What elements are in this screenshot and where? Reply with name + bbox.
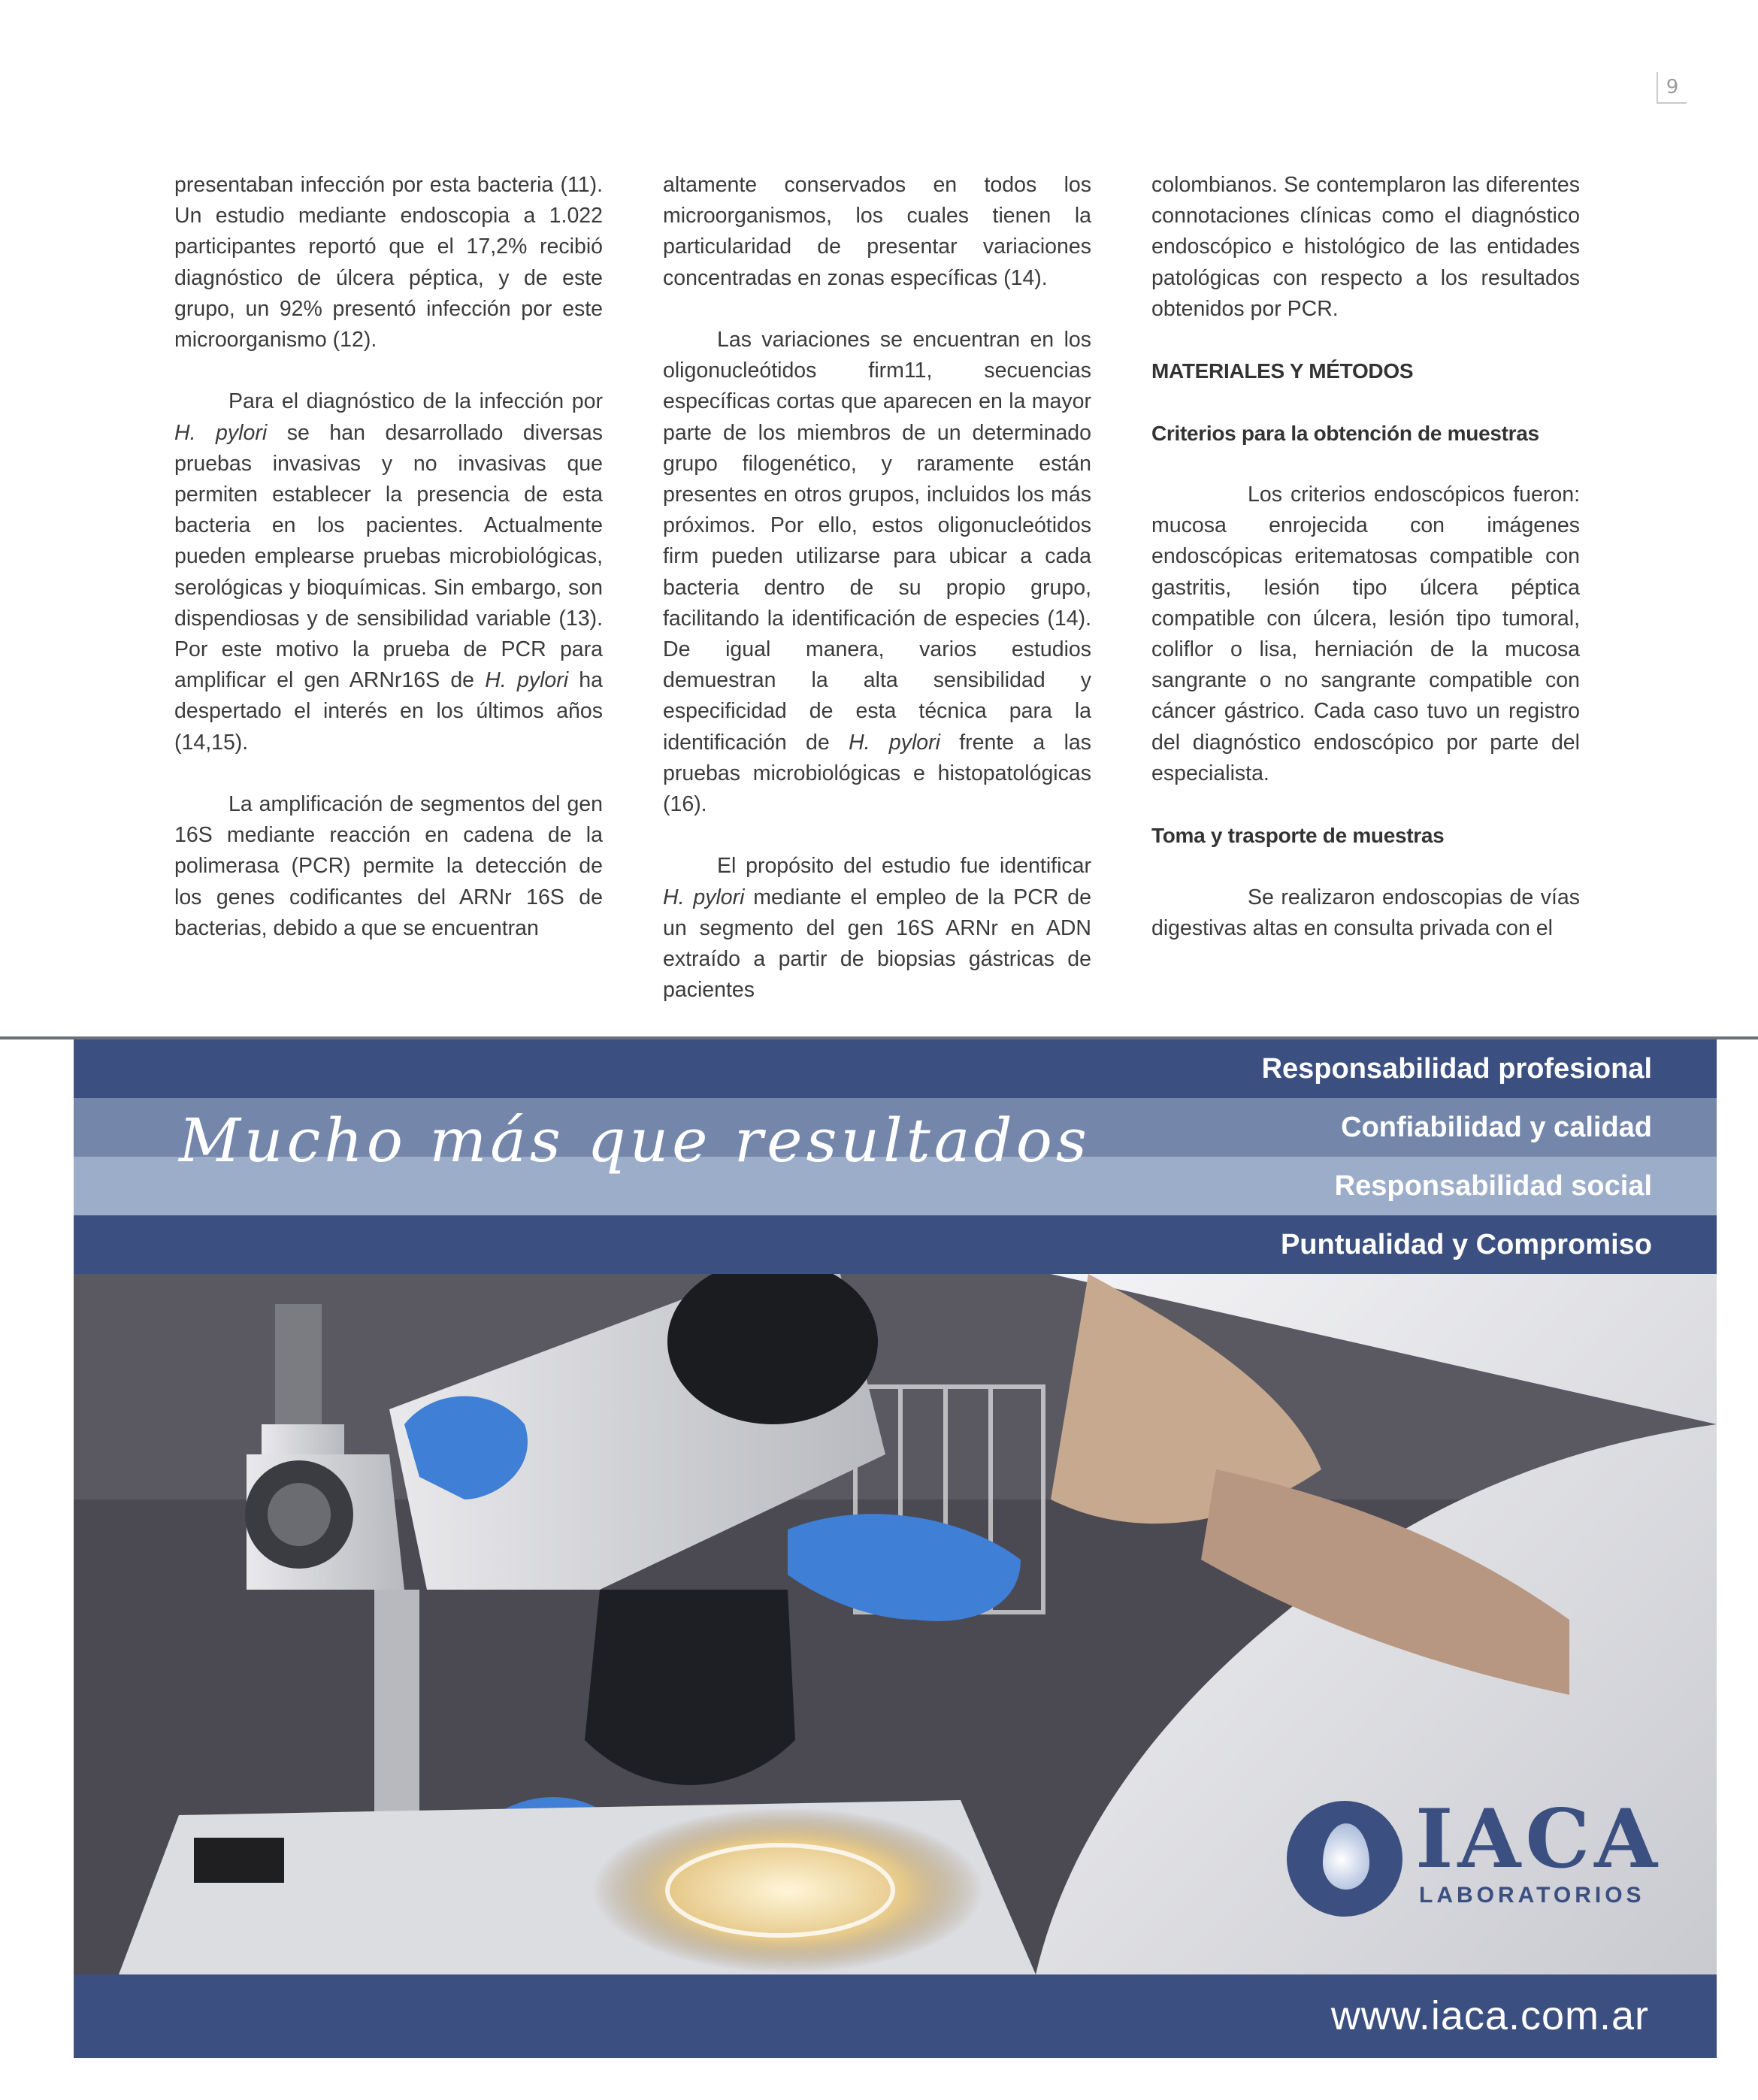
paragraph: presentaban infección por esta bacteria (11). Un estudio mediante endoscopia a 1.022 participantes reportó que el 17,2% recibió diagnóstico de úlcera péptica, y de este grupo, un 92% presentó infección por este microorganismo (12). <box>174 173 603 353</box>
url-band <box>74 1974 1717 2058</box>
ad-band: Responsabilidad social <box>74 1157 1717 1215</box>
paragraph: Para el diagnóstico de la infección por H. pylori se han desarrollado diversas pruebas invasivas y no invasivas que permiten establecer la presencia de esta bacteria en los pacientes. Actualmente pueden emplearse pruebas microbiológicas, serológicas y bioquímicas. Sin embargo, son dispendiosas y de sensibilidad variable (13). Por este motivo la prueba de PCR para amplificar el gen ARNr16S de H. pylori ha despertado el interés en los últimos años (14,15). <box>174 389 604 755</box>
paragraph: Los criterios endoscópicos fueron: mucosa enrojecida con imágenes endoscópicas eritematosas compatible con gastritis, lesión tipo úlcera péptica compatible con úlcera, lesión tipo tumoral, coliflor o lisa, herniación de la mucosa sangrante o no sangrante compatible con cáncer gástrico. Cada caso tuvo un registro del diagnóstico endoscópico por parte del especialista. <box>1151 482 1580 785</box>
paragraph: altamente conservados en todos los microorganismos, los cuales tienen la particularidad de presentar variaciones concentradas en zonas específicas (14). <box>663 173 1091 290</box>
iaca-logo-icon <box>1287 1801 1402 1917</box>
ad-band: Confiabilidad y calidad <box>74 1098 1717 1157</box>
subsection-heading: Toma y trasporte de muestras <box>1151 824 1445 848</box>
subsection-heading: Criterios para la obtención de muestras <box>1151 421 1539 445</box>
ad-tagline: Mucho más que resultados <box>179 1106 1091 1176</box>
paragraph: La amplificación de segmentos del gen 16S mediante reacción en cadena de la polimerasa (PCR) permite la detección de los genes codificantes del ARNr 16S de bacterias, debido a que se encuentran <box>174 792 603 940</box>
text-column-1 <box>174 170 603 975</box>
paragraph: El propósito del estudio fue identificar H. pylori mediante el empleo de la PCR de un segmento del gen 16S ARNr en ADN extraído a partir de biopsias gástricas de pacientes <box>663 854 1091 1003</box>
ad-band: Puntualidad y Compromiso <box>74 1215 1717 1274</box>
drop-icon <box>1323 1823 1369 1890</box>
page-number: 9 <box>1657 72 1687 104</box>
paragraph: Se realizaron endoscopias de vías digestivas altas en consulta privada con el <box>1151 885 1580 940</box>
text-column-2 <box>663 170 1091 1037</box>
text-column-3 <box>1151 170 1580 975</box>
section-heading: MATERIALES Y MÉTODOS <box>1151 359 1414 383</box>
logo-name: IACA <box>1415 1792 1663 1887</box>
advertisement <box>74 1039 1717 2058</box>
ad-band: Responsabilidad profesional <box>74 1039 1717 1098</box>
paragraph: colombianos. Se contemplaron las diferentes connotaciones clínicas como el diagnóstico endoscópico e histológico de las entidades patológicas con respecto a los resultados obtenidos por PCR. <box>1151 173 1580 321</box>
website-link[interactable]: www.iaca.com.ar <box>1330 1993 1649 2038</box>
paragraph: Las variaciones se encuentran en los oligonucleótidos firm11, secuencias específicas cortas que aparecen en la mayor parte de los miembros de un determinado grupo filogenético, y raramente están presentes en otros grupos, incluidos los más próximos. Por ello, estos oligonucleótidos firm pueden utilizarse para ubicar a cada bacteria dentro de su propio grupo, facilitando la identificación de especies (14). De igual manera, varios estudios demuestran la alta sensibilidad y especificidad de esta técnica para la identificación de H. pylori frente a las pruebas microbiológicas e histopatológicas (16). <box>663 328 1092 817</box>
logo-subtitle: LABORATORIOS <box>1419 1883 1645 1908</box>
